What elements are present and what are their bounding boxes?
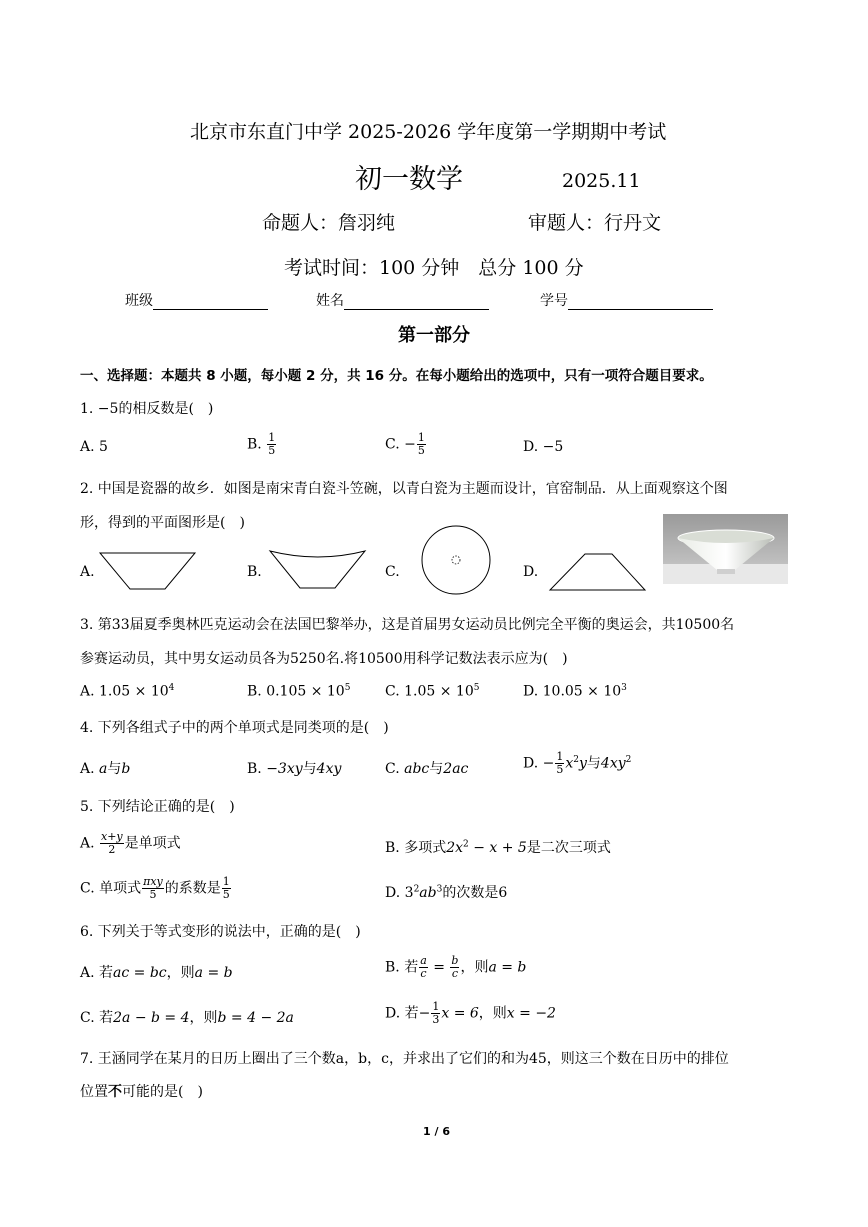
q3-option-b[interactable]	[247, 683, 350, 700]
q6-a-label: A. 若	[80, 965, 114, 981]
q3-d-text: D. 10.05 × 10	[523, 683, 622, 700]
q1-b-frac	[267, 432, 276, 457]
q1-c-label: C. −	[385, 436, 416, 453]
q3-option-a[interactable]	[80, 683, 174, 700]
q5-d-exp2: 3	[436, 884, 443, 895]
q1-option-a[interactable]: A. 5	[80, 439, 108, 455]
q5-b-rest: − x + 5	[468, 840, 527, 856]
q1-c-frac	[417, 432, 426, 457]
q6-b-expr2: a = b	[488, 959, 527, 976]
q4-option-a[interactable]	[80, 758, 130, 778]
q4-d-den: 5	[556, 763, 564, 776]
q4-a-mid: 与	[107, 761, 122, 777]
q2-option-d[interactable]: D.	[523, 564, 539, 580]
reviewer: 审题人：行丹文	[528, 212, 662, 234]
q6-d-num: 1	[432, 1000, 440, 1013]
q3-b-exp: 5	[344, 683, 351, 693]
name-blank[interactable]	[344, 295, 489, 310]
q3-option-c[interactable]	[385, 683, 479, 700]
author: 命题人：詹羽纯	[262, 212, 396, 234]
q1-c-den: 5	[417, 444, 425, 457]
q2-option-a[interactable]: A.	[80, 564, 95, 580]
q4-a-expr1: a	[99, 761, 108, 777]
q6-d-label: D. 若−	[385, 1005, 431, 1022]
id-label: 学号	[540, 293, 568, 309]
bowl-photo	[663, 514, 788, 584]
q2-stem-line1: 2. 中国是瓷器的故乡．如图是南宋青白瓷斗笠碗，以青白瓷为主题而设计，官窑制品．从上面观察这个图	[80, 481, 728, 497]
q2-option-c[interactable]: C.	[385, 564, 400, 580]
q3-c-text: C. 1.05 × 10	[385, 683, 474, 700]
q5-b-text: 是二次三项式	[526, 840, 611, 856]
q4-d-frac	[555, 751, 564, 776]
exam-date: 2025.11	[562, 170, 641, 192]
q1-b-num: 1	[268, 431, 276, 444]
q6-c-expr1: 2a − b = 4	[113, 1010, 190, 1026]
q6-b-mid: ，则	[460, 959, 489, 976]
q5-d-label: D.	[385, 885, 405, 901]
time-score: 考试时间：100 分钟 总分 100 分	[284, 257, 584, 279]
q5-option-b[interactable]	[385, 837, 611, 857]
class-field[interactable]	[125, 290, 268, 310]
q6-d-expr2: x = −2	[506, 1005, 556, 1022]
q4-b-expr2: 4xy	[316, 761, 342, 777]
name-label: 姓名	[316, 293, 344, 309]
q4-d-exp1: 2	[573, 754, 579, 765]
q4-c-mid: 与	[429, 761, 444, 777]
q3-b-text: B. 0.105 × 10	[247, 683, 345, 700]
q6-c-expr2: b = 4 − 2a	[217, 1010, 294, 1026]
q5-c-num: πxy	[143, 875, 163, 888]
q6-option-c[interactable]	[80, 1007, 294, 1027]
q7-line2-a: 位置	[80, 1084, 108, 1100]
q4-d-mid: 与	[586, 755, 601, 772]
q5-d-exp: 2	[413, 884, 420, 895]
q4-c-label: C.	[385, 761, 405, 777]
part1-instructions: 一、选择题：本题共 8 小题，每小题 2 分，共 16 分。在每小题给出的选项中，只有一项符合题目要求。	[80, 368, 713, 384]
q5-a-text: 是单项式	[124, 835, 181, 852]
q5-c-den2: 5	[222, 888, 230, 901]
q6-b-frac2	[450, 955, 459, 980]
q1-b-label: B.	[247, 436, 267, 453]
trapezoid-upright-figure	[550, 554, 650, 594]
q6-stem: 6. 下列关于等式变形的说法中，正确的是( )	[80, 924, 361, 940]
class-blank[interactable]	[153, 295, 268, 310]
q7-line2-b: 可能的是( )	[122, 1084, 203, 1100]
q4-d-expr2: 4xy	[600, 755, 626, 772]
q5-c-den: 5	[149, 888, 157, 901]
q4-b-label: B.	[247, 761, 267, 777]
page-number: 1 / 6	[423, 1125, 450, 1138]
q1-option-b[interactable]	[247, 432, 277, 457]
q6-b-den2: c	[451, 967, 459, 980]
section-title: 第一部分	[398, 325, 470, 346]
q6-b-frac1	[419, 955, 428, 980]
q4-d-expr1b: y	[579, 755, 587, 772]
q5-a-frac	[100, 831, 124, 856]
q3-a-text: A. 1.05 × 10	[80, 683, 169, 700]
q3-option-d[interactable]	[523, 683, 627, 700]
q6-b-num1: a	[420, 954, 427, 967]
id-field[interactable]	[540, 290, 713, 310]
bowl-curve-figure	[270, 551, 370, 591]
q1-option-c[interactable]	[385, 432, 427, 457]
q1-b-den: 5	[268, 444, 276, 457]
q6-c-mid: ，则	[189, 1010, 218, 1026]
q1-option-d[interactable]: D. −5	[523, 439, 564, 455]
q2-option-b[interactable]: B.	[247, 564, 262, 580]
q4-a-label: A.	[80, 761, 100, 777]
q6-b-den1: c	[420, 967, 427, 980]
id-blank[interactable]	[568, 295, 713, 310]
q2-stem-line2: 形，得到的平面图形是( )	[80, 515, 245, 531]
q1-c-num: 1	[417, 431, 425, 444]
school-title: 北京市东直门中学 2025-2026 学年度第一学期期中考试	[190, 121, 667, 143]
q6-b-eq: =	[428, 959, 450, 976]
q3-c-exp: 5	[473, 683, 480, 693]
q4-option-c[interactable]	[385, 758, 468, 778]
q7-stem-line2	[80, 1081, 203, 1101]
q5-c-label: C. 单项式	[80, 880, 142, 897]
q3-d-exp: 3	[621, 683, 627, 693]
q6-option-d[interactable]	[385, 1001, 556, 1026]
circle-top-view-figure	[421, 525, 491, 595]
subject-title: 初一数学	[355, 164, 463, 195]
q5-a-label: A.	[80, 835, 100, 852]
q6-b-num2: b	[451, 954, 459, 967]
q4-option-d[interactable]	[523, 751, 631, 776]
q5-d-expr: 3	[404, 885, 414, 901]
q4-a-expr2: b	[121, 761, 131, 777]
q4-b-expr1: −3xy	[266, 761, 303, 777]
q7-emphasis-not: 不	[108, 1084, 122, 1100]
q5-d-text: 的次数是6	[442, 885, 508, 901]
q5-a-den: 2	[108, 843, 116, 856]
q4-c-expr2: 2ac	[443, 761, 469, 777]
q7-stem-line1: 7. 王涵同学在某月的日历上圈出了三个数a，b，c，并求出了它们的和为45，则这三个数在日历中的排位	[80, 1051, 729, 1067]
q5-a-num: x+y	[101, 830, 123, 843]
q3-stem-line1: 3. 第33届夏季奥林匹克运动会在法国巴黎举办，这是首届男女运动员比例完全平衡的奥运会，共10500名	[80, 617, 735, 633]
q4-d-label: D. −	[523, 755, 555, 772]
q5-option-a[interactable]	[80, 831, 181, 856]
q4-c-expr1: abc	[404, 761, 430, 777]
q6-option-a[interactable]	[80, 962, 233, 982]
q6-c-label: C. 若	[80, 1010, 114, 1026]
q5-option-c[interactable]	[80, 876, 232, 901]
q6-a-expr1: ac = bc	[113, 965, 167, 981]
q6-d-den: 3	[432, 1013, 440, 1026]
q6-d-mid: ，则	[478, 1005, 507, 1022]
q5-d-rest: ab	[419, 885, 437, 901]
q5-b-label: B. 多项式	[385, 840, 447, 856]
q4-stem: 4. 下列各组式子中的两个单项式是同类项的是( )	[80, 720, 389, 736]
q6-a-mid: ，则	[166, 965, 195, 981]
q6-d-frac	[431, 1001, 440, 1026]
q1-stem: 1. −5的相反数是( )	[80, 401, 214, 417]
q5-c-num2: 1	[222, 875, 230, 888]
q4-option-b[interactable]	[247, 758, 341, 778]
q4-b-mid: 与	[302, 761, 317, 777]
q6-d-expr1: x = 6	[441, 1005, 479, 1022]
q6-option-b[interactable]	[385, 955, 526, 980]
q3-stem-line2: 参赛运动员，其中男女运动员各为5250名.将10500用科学记数法表示应为( )	[80, 651, 568, 667]
class-label: 班级	[125, 293, 153, 309]
q5-c-text: 的系数是	[164, 880, 221, 897]
q4-d-exp2: 2	[625, 754, 632, 765]
trapezoid-inverted-figure	[100, 553, 200, 593]
q5-stem: 5. 下列结论正确的是( )	[80, 799, 235, 815]
name-field[interactable]	[316, 290, 489, 310]
q6-a-expr2: a = b	[194, 965, 233, 981]
q5-b-expr: 2x	[446, 840, 464, 856]
q6-b-label: B. 若	[385, 959, 419, 976]
q5-option-d[interactable]	[385, 882, 507, 902]
q3-a-exp: 4	[168, 683, 175, 693]
q5-c-frac2	[222, 876, 231, 901]
q5-b-exp: 2	[463, 839, 469, 850]
q4-d-expr1: x	[565, 755, 574, 772]
q4-d-num: 1	[556, 750, 564, 763]
q5-c-frac	[142, 876, 164, 901]
